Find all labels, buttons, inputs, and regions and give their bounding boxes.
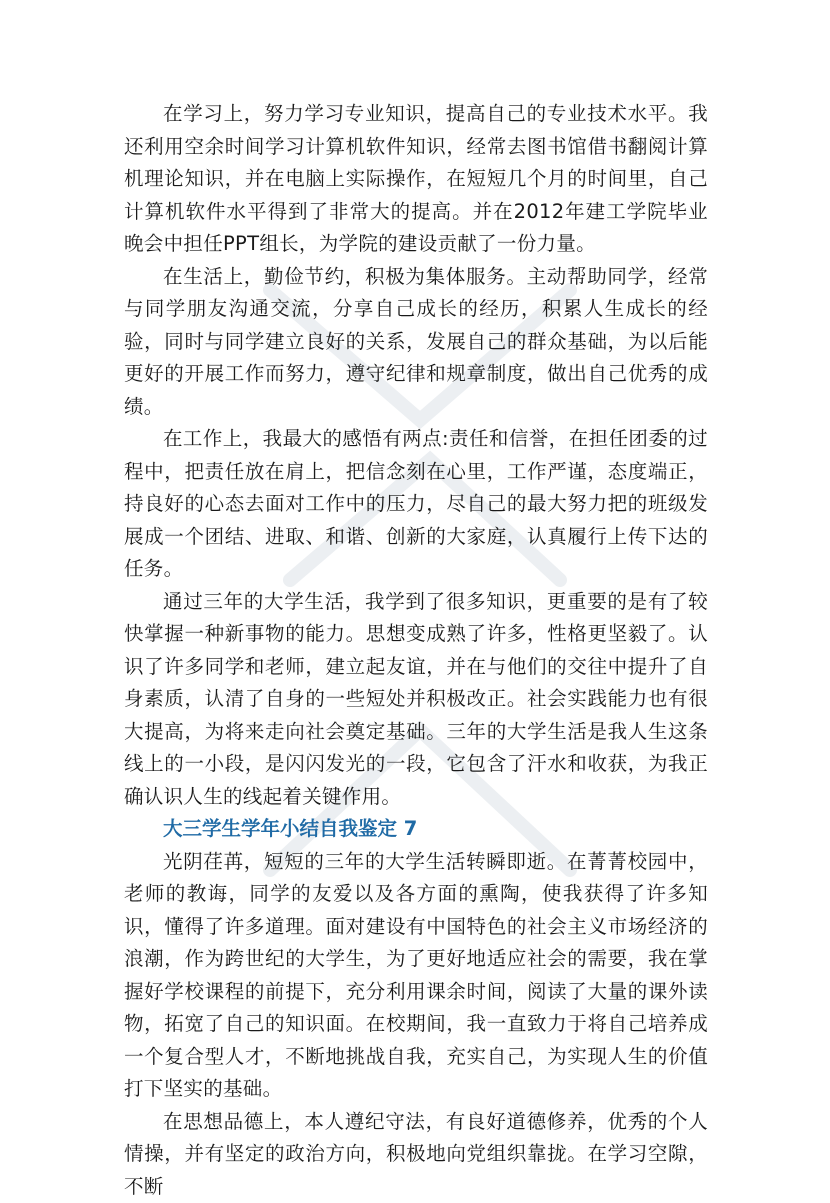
paragraph-morality: 在思想品德上，本人遵纪守法，有良好道德修养，优秀的个人情操，并有坚定的政治方向，积极地向党组织靠拢。在学习空隙，不断: [124, 1106, 708, 1203]
paragraph-summary: 通过三年的大学生活，我学到了很多知识，更重要的是有了较快掌握一种新事物的能力。思想变成熟了许多，性格更坚毅了。认识了许多同学和老师，建立起友谊，并在与他们的交往中提升了自身素质，认清了自身的一些短处并积极改正。社会实践能力也有很大提高，为将来走向社会奠定基础。三年的大学生活是我人生这条线上的一小段，是闪闪发光的一段，它包含了汗水和收获，为我正确认识人生的线起着关键作用。: [124, 586, 708, 814]
paragraph-study: 在学习上，努力学习专业知识，提高自己的专业技术水平。我还利用空余时间学习计算机软件知识，经常去图书馆借书翻阅计算机理论知识，并在电脑上实际操作，在短短几个月的时间里，自己计算机软件水平得到了非常大的提高。并在2012年建工学院毕业晚会中担任PPT组长，为学院的建设贡献了一份力量。: [124, 98, 708, 261]
document-body: [124, 98, 708, 1203]
paragraph-life: 在生活上，勤俭节约，积极为集体服务。主动帮助同学，经常与同学朋友沟通交流，分享自己成长的经历，积累人生成长的经验，同时与同学建立良好的关系，发展自己的群众基础，为以后能更好的开展工作而努力，遵守纪律和规章制度，做出自己优秀的成绩。: [124, 261, 708, 424]
paragraph-work: 在工作上，我最大的感悟有两点:责任和信誉，在担任团委的过程中，把责任放在肩上，把信念刻在心里，工作严谨，态度端正，持良好的心态去面对工作中的压力，尽自己的最大努力把的班级发展成一个团结、进取、和谐、创新的大家庭，认真履行上传下达的任务。: [124, 423, 708, 586]
paragraph-intro: 光阴荏苒，短短的三年的大学生活转瞬即逝。在菁菁校园中，老师的教诲，同学的友爱以及各方面的熏陶，使我获得了许多知识，懂得了许多道理。面对建设有中国特色的社会主义市场经济的浪潮，作为跨世纪的大学生，为了更好地适应社会的需要，我在掌握好学校课程的前提下，充分利用课余时间，阅读了大量的课外读物，拓宽了自己的知识面。在校期间，我一直致力于将自己培养成一个复合型人才，不断地挑战自我，充实自己，为实现人生的价值打下坚实的基础。: [124, 846, 708, 1106]
section-heading: 大三学生学年小结自我鉴定 7: [124, 813, 708, 846]
